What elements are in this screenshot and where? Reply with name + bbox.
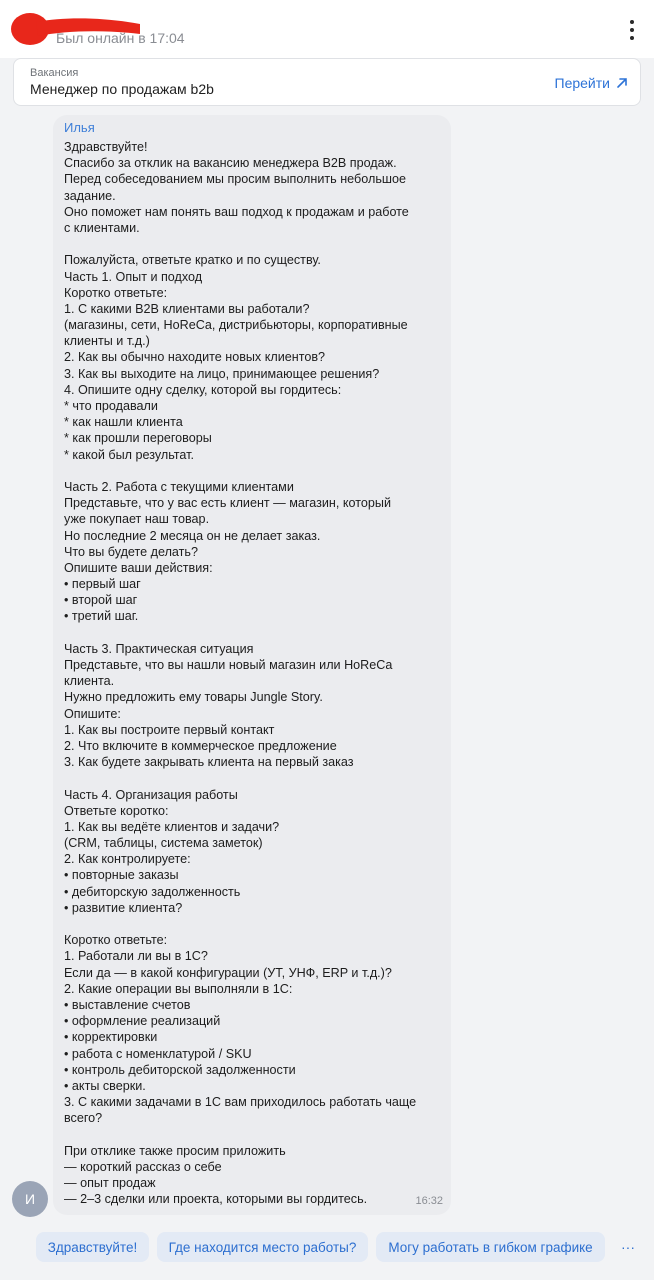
message-line: Опишите:	[64, 706, 121, 721]
message-bubble	[53, 115, 451, 1215]
message-line: Часть 4. Организация работы	[64, 787, 238, 802]
message-line: (CRM, таблицы, система заметок)	[64, 836, 263, 851]
vacancy-title: Менеджер по продажам b2b	[30, 81, 214, 97]
vacancy-card[interactable]	[13, 58, 641, 106]
quick-reply-chip[interactable]: Здравствуйте!	[36, 1232, 149, 1262]
quick-replies	[0, 1232, 654, 1262]
message-line: • оформление реализаций	[64, 1014, 221, 1029]
message-line: * что продавали	[64, 399, 158, 413]
message-line: Представьте, что вы нашли новый магазин или HoReCa	[64, 658, 393, 672]
message-line	[64, 770, 444, 786]
message-line: Нужно предложить ему товары Jungle Story.	[64, 690, 323, 705]
message-line: (магазины, сети, HoReCa, дистрибьюторы, корпоративные	[64, 318, 408, 333]
more-replies-icon[interactable]: ···	[621, 1239, 635, 1255]
chat-header	[0, 0, 654, 58]
message-line: При отклике также просим приложить	[64, 1143, 286, 1158]
message-line: • работа с номенклатурой / SKU	[64, 1046, 252, 1061]
message-line: — опыт продаж	[64, 1176, 156, 1190]
arrow-up-right-icon	[616, 77, 628, 89]
message-line: • третий шаг.	[64, 609, 139, 624]
message-line: 4. Опишите одну сделку, которой вы гордитесь:	[64, 382, 342, 397]
message-line: 3. Как будете закрывать клиента на первый заказ	[64, 755, 354, 770]
message-line: Часть 2. Работа с текущими клиентами	[64, 479, 294, 494]
message-line: Что вы будете делать?	[64, 544, 198, 559]
open-vacancy-label: Перейти	[554, 75, 610, 91]
message-line: клиента.	[64, 674, 115, 689]
message-line: 3. Как вы выходите на лицо, принимающее решения?	[64, 366, 380, 381]
message-line: 2. Что включите в коммерческое предложение	[64, 738, 337, 753]
message-line: • дебиторскую задолженность	[64, 884, 241, 899]
message-line: * как прошли переговоры	[64, 431, 212, 446]
message-line: • корректировки	[64, 1030, 158, 1045]
message-line	[64, 1126, 444, 1142]
message-line: Спасибо за отклик на вакансию менеджера B2B продаж.	[64, 156, 397, 171]
message-line: уже покупает наш товар.	[64, 512, 210, 527]
message-line: — 2–3 сделки или проекта, которыми вы гордитесь.	[64, 1192, 368, 1207]
quick-reply-chip[interactable]: Могу работать в гибком графике	[376, 1232, 605, 1262]
vacancy-label: Вакансия	[30, 67, 79, 79]
message-time: 16:32	[415, 1195, 443, 1207]
message-line: 2. Как контролируете:	[64, 852, 191, 867]
message-line: • повторные заказы	[64, 868, 179, 883]
message-line: клиенты и т.д.)	[64, 334, 150, 349]
quick-reply-chip[interactable]: Где находится место работы?	[157, 1232, 368, 1262]
message-line: с клиентами.	[64, 220, 140, 235]
message-line	[64, 625, 444, 641]
message-line: задание.	[64, 188, 116, 203]
message-line: 3. С какими задачами в 1С вам приходилось работать чаще	[64, 1095, 417, 1110]
message-line: Но последние 2 месяца он не делает заказ.	[64, 528, 321, 543]
message-line: 2. Как вы обычно находите новых клиентов?	[64, 350, 326, 365]
message-line: Если да — в какой конфигурации (УТ, УНФ, ERP и т.д.)?	[64, 965, 392, 980]
message-line: 2. Какие операции вы выполняли в 1С:	[64, 981, 293, 996]
message-line: 1. С какими B2B клиентами вы работали?	[64, 301, 310, 316]
open-vacancy-link[interactable]	[555, 75, 628, 91]
avatar[interactable]: И	[12, 1181, 48, 1217]
message-line: * какой был результат.	[64, 447, 195, 462]
message-line: 1. Как вы ведёте клиентов и задачи?	[64, 819, 280, 834]
message-line: всего?	[64, 1111, 103, 1126]
online-status: Был онлайн в 17:04	[56, 30, 185, 46]
message-line: Перед собеседованием мы просим выполнить небольшое	[64, 172, 406, 187]
message-line: Часть 3. Практическая ситуация	[64, 641, 254, 656]
message-line: — короткий рассказ о себе	[64, 1159, 222, 1174]
message-line: 1. Работали ли вы в 1С?	[64, 949, 208, 964]
message-line: 1. Как вы построите первый контакт	[64, 722, 275, 737]
message-line: Коротко ответьте:	[64, 933, 168, 948]
message-line: • развитие клиента?	[64, 900, 183, 915]
message-line	[64, 463, 444, 479]
message-line	[64, 236, 444, 252]
more-options-icon[interactable]	[624, 18, 640, 42]
message-line: Коротко ответьте:	[64, 285, 168, 300]
message-line: Представьте, что у вас есть клиент — магазин, который	[64, 496, 391, 511]
message-line: • второй шаг	[64, 593, 138, 608]
message-line: • акты сверки.	[64, 1078, 146, 1093]
message-line: * как нашли клиента	[64, 415, 183, 430]
message-line: Оно поможет нам понять ваш подход к продажам и работе	[64, 204, 409, 219]
message-line: Ответьте коротко:	[64, 803, 169, 818]
message-line: Здравствуйте!	[64, 140, 148, 154]
message-line: • выставление счетов	[64, 997, 191, 1012]
message-text	[64, 139, 444, 1207]
message-line: Пожалуйста, ответьте кратко и по существу.	[64, 253, 321, 268]
message-line: • первый шаг	[64, 577, 141, 592]
message-line: Опишите ваши действия:	[64, 560, 213, 575]
message-line: Часть 1. Опыт и подход	[64, 269, 203, 284]
message-line	[64, 916, 444, 932]
sender-name: Илья	[64, 120, 95, 135]
message-line: • контроль дебиторской задолженности	[64, 1062, 296, 1077]
